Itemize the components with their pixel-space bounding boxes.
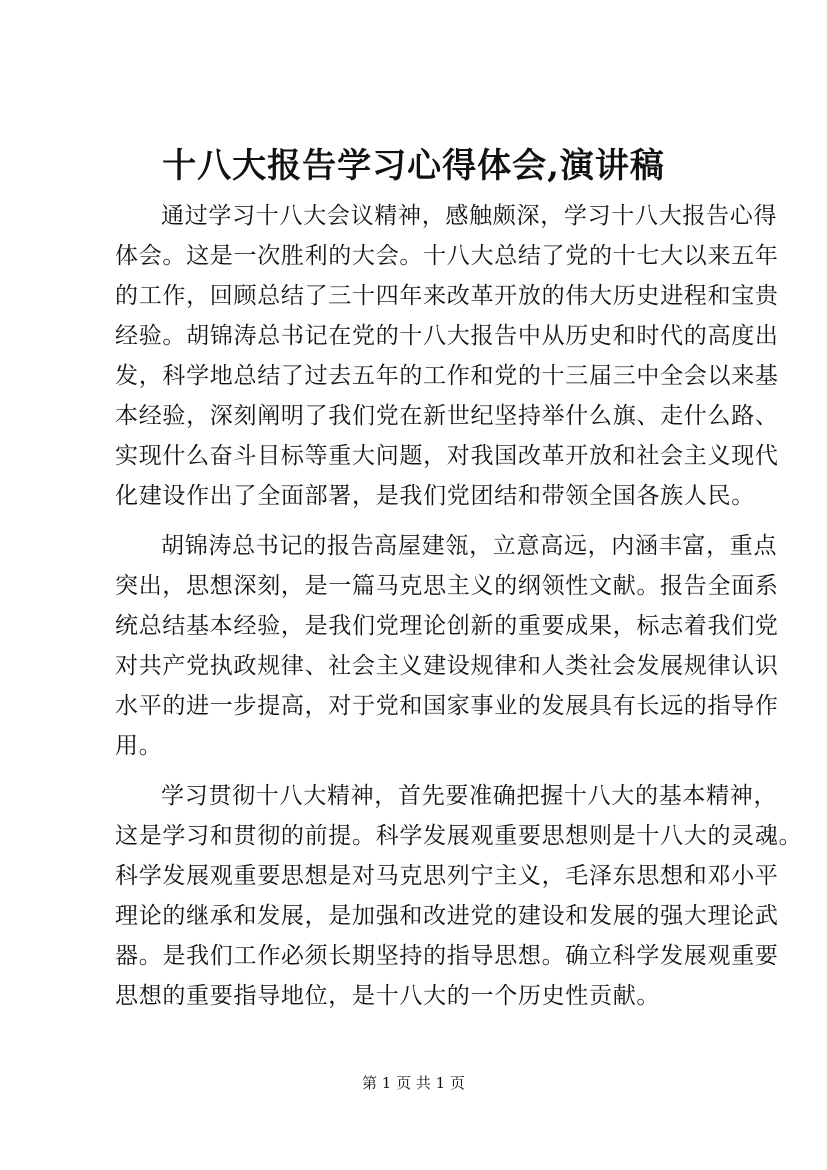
paragraph-line: 体会。这是一次胜利的大会。十八大总结了党的十七大以来五年 [115, 243, 779, 269]
document-title: 十八大报告学习心得体会,演讲稿 [162, 146, 665, 186]
paragraph-line: 实现什么奋斗目标等重大问题，对我国改革开放和社会主义现代 [115, 443, 779, 469]
page-footer: 第 1 页 共 1 页 [362, 1074, 465, 1092]
paragraph-line: 学习贯彻十八大精神，首先要准确把握十八大的基本精神， [161, 783, 778, 809]
paragraph-line: 这是学习和贯彻的前提。科学发展观重要思想则是十八大的灵魂。 [115, 823, 803, 849]
paragraph-2 [115, 526, 779, 766]
paragraph-line: 对共产党执政规律、社会主义建设规律和人类社会发展规律认识 [115, 653, 779, 679]
paragraph-line: 化建设作出了全面部署，是我们党团结和带领全国各族人民。 [115, 483, 755, 509]
paragraph-line: 理论的继承和发展，是加强和改进党的建设和发展的强大理论武 [115, 903, 779, 929]
paragraph-line: 经验。胡锦涛总书记在党的十八大报告中从历史和时代的高度出 [115, 323, 779, 349]
paragraph-line: 通过学习十八大会议精神，感触颇深，学习十八大报告心得 [161, 203, 778, 229]
paragraph-line: 本经验，深刻阐明了我们党在新世纪坚持举什么旗、走什么路、 [115, 403, 779, 429]
paragraph-line: 统总结基本经验，是我们党理论创新的重要成果，标志着我们党 [115, 613, 779, 639]
document-body [115, 196, 803, 1016]
paragraph-line: 用。 [115, 733, 163, 759]
paragraph-line: 科学发展观重要思想是对马克思列宁主义，毛泽东思想和邓小平 [115, 863, 779, 889]
paragraph-line: 器。是我们工作必须长期坚持的指导思想。确立科学发展观重要 [115, 943, 779, 969]
paragraph-line: 的工作，回顾总结了三十四年来改革开放的伟大历史进程和宝贵 [115, 283, 779, 309]
paragraph-line: 发，科学地总结了过去五年的工作和党的十三届三中全会以来基 [115, 363, 779, 389]
paragraph-line: 突出，思想深刻，是一篇马克思主义的纲领性文献。报告全面系 [115, 573, 779, 599]
paragraph-line: 思想的重要指导地位，是十八大的一个历史性贡献。 [115, 983, 661, 1009]
paragraph-gap [115, 516, 725, 526]
paragraph-line: 水平的进一步提高，对于党和国家事业的发展具有长远的指导作 [115, 693, 779, 719]
paragraph-1 [115, 196, 779, 516]
paragraph-3 [115, 776, 803, 1016]
paragraph-gap [115, 766, 725, 776]
paragraph-line: 胡锦涛总书记的报告高屋建瓴，立意高远，内涵丰富，重点 [161, 533, 778, 559]
